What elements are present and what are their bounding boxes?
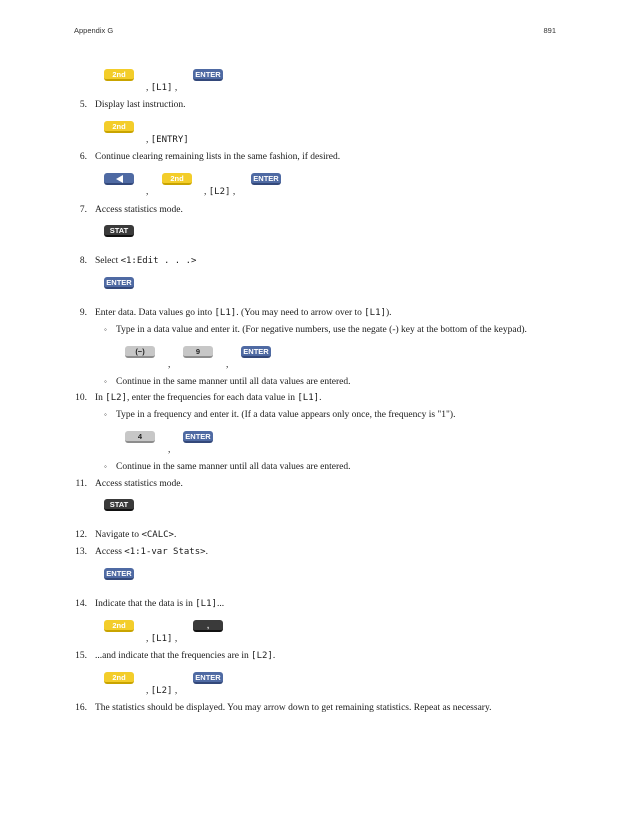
left-arrow-key	[104, 173, 134, 185]
keystroke-caption	[146, 82, 177, 94]
four-key: 4	[125, 431, 155, 443]
keystroke-caption	[146, 134, 189, 146]
step-text-pre: Select	[95, 256, 121, 266]
comma-sep: ,	[146, 686, 149, 696]
step-text-post: .	[173, 530, 177, 540]
step-text-post: .	[272, 651, 276, 661]
step-text	[95, 307, 392, 319]
sub-step-text: Continue in the same manner until all data values are entered.	[116, 462, 351, 472]
step-text-pre: ...and indicate that the frequencies are in	[95, 651, 252, 661]
comma-key: ,	[193, 620, 223, 632]
menu-option: <1:1-var Stats>	[124, 547, 206, 557]
comma-sep: ,	[146, 187, 149, 197]
second-key: 2nd	[104, 672, 134, 684]
step-text-post: ).	[385, 308, 392, 318]
step-text-post: .	[319, 393, 322, 403]
step-number: 12.	[75, 530, 87, 540]
step-text-pre: Navigate to	[95, 530, 142, 540]
step-number: 5.	[79, 100, 87, 110]
step-text: The statistics should be displayed. You may arrow down to get remaining statistics. Repeat as necessary.	[95, 703, 492, 713]
step-text	[95, 598, 224, 610]
list-l1: [L1]	[297, 393, 320, 403]
list-entry: [ENTRY]	[150, 135, 189, 145]
enter-key: ENTER	[104, 277, 134, 289]
comma-sep: ,	[174, 686, 178, 696]
comma-sep: ,	[168, 360, 171, 370]
step-text-pre: Indicate that the data is in	[95, 599, 196, 609]
list-l1: [L1]	[150, 634, 173, 644]
comma-sep: ,	[168, 445, 171, 455]
step-text	[95, 650, 275, 662]
step-number: 14.	[75, 599, 87, 609]
step-text: Access statistics mode.	[95, 479, 183, 489]
comma-sep: ,	[146, 83, 149, 93]
comma-sep: ,	[204, 187, 207, 197]
step-number: 13.	[75, 547, 87, 557]
enter-key: ENTER	[193, 672, 223, 684]
stat-key: STAT	[104, 499, 134, 511]
enter-key: ENTER	[251, 173, 281, 185]
enter-key: ENTER	[104, 568, 134, 580]
negate-key: (−)	[125, 346, 155, 358]
step-number: 6.	[79, 152, 87, 162]
step-text	[95, 546, 208, 558]
bullet-icon: ◦	[104, 410, 107, 419]
menu-option: <1:Edit . . .>	[120, 256, 197, 266]
step-text: Display last instruction.	[95, 100, 186, 110]
enter-key: ENTER	[241, 346, 271, 358]
bullet-icon: ◦	[104, 462, 107, 471]
step-text: Continue clearing remaining lists in the same fashion, if desired.	[95, 152, 341, 162]
bullet-icon: ◦	[104, 377, 107, 386]
page-header-left: Appendix G	[74, 26, 114, 35]
step-number: 9.	[79, 308, 87, 318]
sub-step-text: Type in a frequency and enter it. (If a data value appears only once, the frequency is "1").	[116, 410, 456, 420]
step-text	[95, 255, 196, 267]
keystroke-caption	[146, 685, 177, 697]
step-text-pre: Access	[95, 547, 125, 557]
comma-sep: ,	[226, 360, 229, 370]
bullet-icon: ◦	[104, 325, 107, 334]
list-l1: [L1]	[364, 308, 386, 318]
nine-key: 9	[183, 346, 213, 358]
second-key: 2nd	[104, 620, 134, 632]
list-l2: [L2]	[208, 187, 231, 197]
step-text	[95, 529, 176, 541]
step-text-mid: , enter the frequencies for each data value in	[126, 393, 298, 403]
list-l2: [L2]	[150, 686, 173, 696]
list-l2: [L2]	[251, 651, 273, 661]
menu-option: <CALC>	[141, 530, 174, 540]
sub-step-text: Continue in the same manner until all data values are entered.	[116, 377, 351, 387]
comma-sep: ,	[174, 83, 178, 93]
second-key: 2nd	[104, 121, 134, 133]
step-number: 16.	[75, 703, 87, 713]
list-l1: [L1]	[195, 599, 217, 609]
comma-sep: ,	[146, 634, 149, 644]
enter-key: ENTER	[183, 431, 213, 443]
stat-key: STAT	[104, 225, 134, 237]
list-l2: [L2]	[105, 393, 127, 403]
step-number: 11.	[75, 479, 87, 489]
second-key: 2nd	[162, 173, 192, 185]
enter-key: ENTER	[193, 69, 223, 81]
sub-step-text: Type in a data value and enter it. (For negative numbers, use the negate (-) key at the bottom of the keypad).	[116, 325, 527, 335]
keystroke-caption	[146, 633, 177, 645]
step-text-post: ...	[216, 599, 225, 609]
step-text: Access statistics mode.	[95, 205, 183, 215]
second-key: 2nd	[104, 69, 134, 81]
step-text-mid: . (You may need to arrow over to	[236, 308, 365, 318]
page-number: 891	[543, 26, 556, 35]
step-number: 10.	[75, 393, 87, 403]
step-number: 15.	[75, 651, 87, 661]
step-text	[95, 392, 321, 404]
list-l1: [L1]	[214, 308, 237, 318]
comma-sep: ,	[232, 187, 236, 197]
step-text-post: .	[205, 547, 208, 557]
step-text-pre: Enter data. Data values go into	[95, 308, 215, 318]
left-arrow-icon	[116, 175, 123, 183]
list-l1: [L1]	[150, 83, 173, 93]
comma-sep: ,	[146, 135, 149, 145]
step-number: 7.	[79, 205, 87, 215]
keystroke-caption	[204, 186, 235, 198]
step-number: 8.	[79, 256, 87, 266]
comma-sep: ,	[174, 634, 178, 644]
step-text-pre: In	[95, 393, 106, 403]
